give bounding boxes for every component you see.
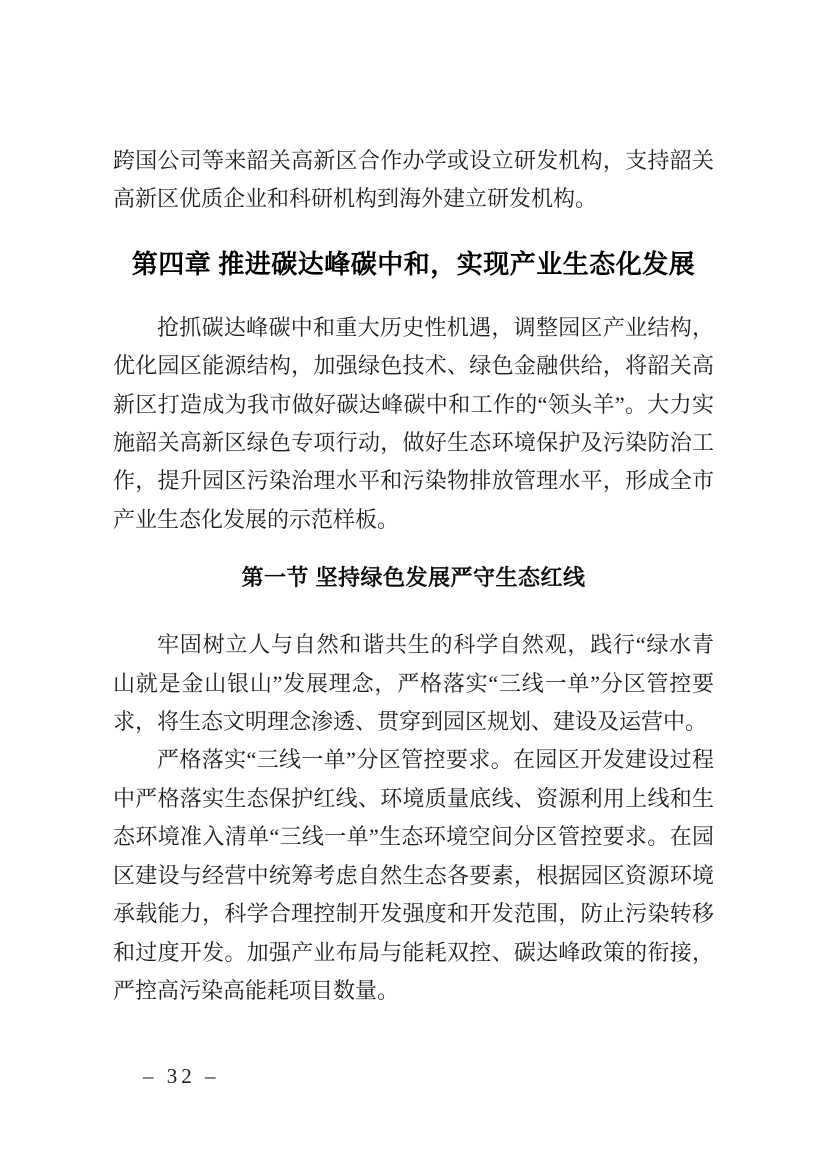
section-heading: 第一节 坚持绿色发展严守生态红线	[241, 565, 586, 591]
paragraph-continuation: 跨国公司等来韶关高新区合作办学或设立研发机构，支持韶关高新区优质企业和科研机构到海外建立研发机构。	[113, 148, 714, 212]
chapter-intro-paragraph: 抢抓碳达峰碳中和重大历史性机遇，调整园区产业结构，优化园区能源结构，加强绿色技术、绿色金融供给，将韶关高新区打造成为我市做好碳达峰碳中和工作的“领头羊”。大力实施韶关高新区绿色专项行动，做好生态环境保护及污染防治工作，提升园区污染治理水平和污染物排放管理水平，形成全市产业生态化发展的示范样板。	[113, 314, 714, 532]
section-paragraph-1: 牢固树立人与自然和谐共生的科学自然观，践行“绿水青山就是金山银山”发展理念，严格落实“三线一单”分区管控要求，将生态文明理念渗透、贯穿到园区规划、建设及运营中。	[113, 632, 714, 735]
chapter-heading: 第四章 推进碳达峰碳中和，实现产业生态化发展	[131, 249, 696, 279]
section-paragraph-2: 严格落实“三线一单”分区管控要求。在园区开发建设过程中严格落实生态保护红线、环境质量底线、资源利用上线和生态环境准入清单“三线一单”生态环境空间分区管控要求。在园区建设与经营中统筹考虑自然生态各要素，根据园区资源环境承载能力，科学合理控制开发强度和开发范围，防止污染转移和过度开发。加强产业布局与能耗双控、碳达峰政策的衔接，严控高污染高能耗项目数量。	[113, 747, 714, 1003]
document-content	[113, 142, 714, 1010]
page-number: – 32 –	[143, 1064, 220, 1088]
